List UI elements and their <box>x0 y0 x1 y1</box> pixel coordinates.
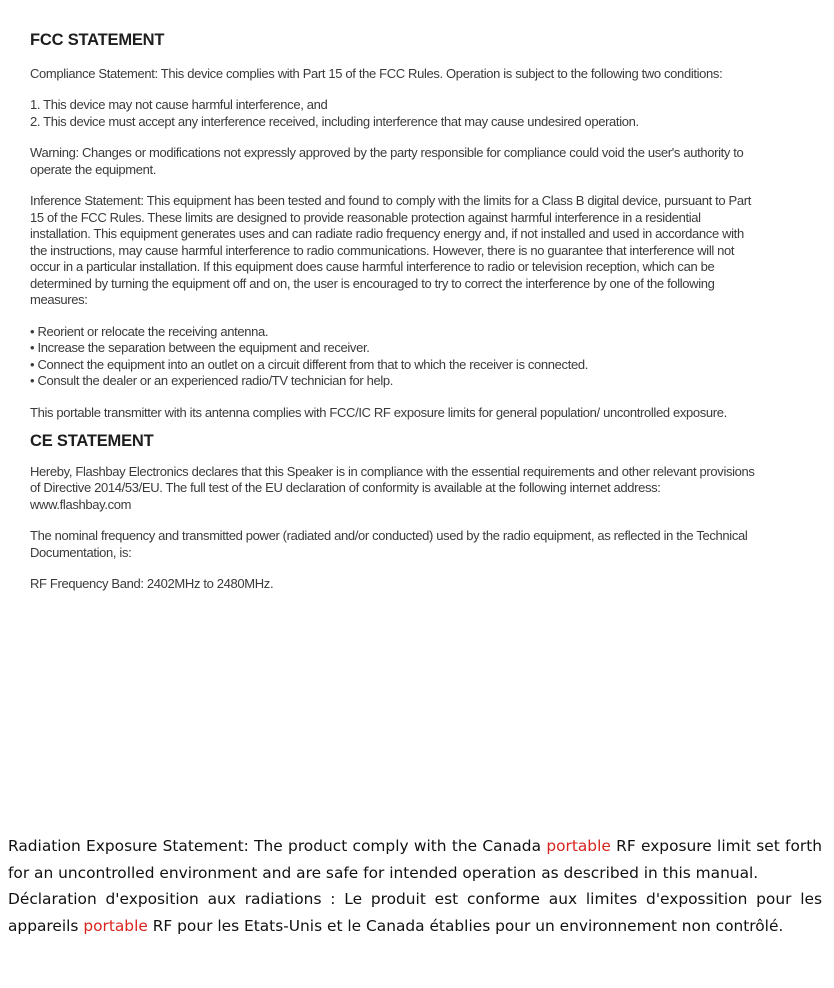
measures-list <box>30 324 760 390</box>
conditions-list <box>30 97 760 130</box>
measure-item: • Increase the separation between the equipment and receiver. <box>30 340 370 355</box>
en-text-after: RF exposure limit set forth for an uncontrolled environment and are safe for intended operation as described in this manual. <box>8 837 822 882</box>
nominal-frequency-statement: The nominal frequency and transmitted power (radiated and/or conducted) used by the radio equipment, as reflected in the Technical Documentation, is: <box>30 528 748 560</box>
canada-section <box>8 833 822 939</box>
en-text-before: Radiation Exposure Statement: The product comply with the Canada <box>8 837 547 855</box>
fr-highlight-portable: portable <box>83 916 148 935</box>
fcc-section <box>30 32 760 593</box>
fcc-heading: FCC STATEMENT <box>30 31 165 49</box>
measure-item: • Connect the equipment into an outlet on a circuit different from that to which the receiver is connected. <box>30 356 588 372</box>
ce-heading: CE STATEMENT <box>30 432 154 450</box>
compliance-statement: Compliance Statement: This device complies with Part 15 of the FCC Rules. Operation is subject to the following two conditions: <box>30 65 723 81</box>
measure-item: • Reorient or relocate the receiving antenna. <box>30 323 269 339</box>
fr-text-after: RF pour les Etats-Unis et le Canada établies pour un environnement non contrôlé. <box>147 916 784 935</box>
warning-statement: Warning: Changes or modifications not expressly approved by the party responsible for compliance could void the user's authority to operate the equipment. <box>30 145 744 177</box>
measure-item: • Consult the dealer or an experienced radio/TV technician for help. <box>30 373 394 388</box>
condition-item: 1. This device may not cause harmful interference, and <box>30 97 328 112</box>
portable-transmitter-statement: This portable transmitter with its antenna complies with FCC/IC RF exposure limits for general population/ uncontrolled exposure. <box>30 404 727 420</box>
radiation-exposure-statement-en <box>8 833 822 886</box>
rf-frequency-band: RF Frequency Band: 2402MHz to 2480MHz. <box>30 576 274 591</box>
ce-declaration: Hereby, Flashbay Electronics declares that this Speaker is in compliance with the essential requirements and other relevant provisions of Directive 2014/53/EU. The full test of the EU declaration of conformity is available at the following internet address: www.flashbay.com <box>30 463 755 512</box>
en-highlight-portable: portable <box>546 837 611 855</box>
inference-statement: Inference Statement: This equipment has been tested and found to comply with the limits for a Class B digital device, pursuant to Part 15 of the FCC Rules. These limits are designed to provide reasonable protection against harmful interference in a residential installation. This equipment generates uses and can radiate radio frequency energy and, if not installed and used in accordance with the instructions, may cause harmful interference to radio communications. However, there is no guarantee that interference will not occur in a particular installation. If this equipment does cause harmful interference to radio or television reception, which can be determined by turning the equipment off and on, the user is encouraged to try to correct the interference by one of the following measures: <box>30 193 752 307</box>
fr-text-before: Déclaration d'exposition aux radiations : Le produit est conforme aux limites d'expossition pour les appareils <box>8 890 822 935</box>
condition-item: 2. This device must accept any interference received, including interference that may cause undesired operation. <box>30 113 639 129</box>
radiation-exposure-statement-fr <box>8 886 822 939</box>
